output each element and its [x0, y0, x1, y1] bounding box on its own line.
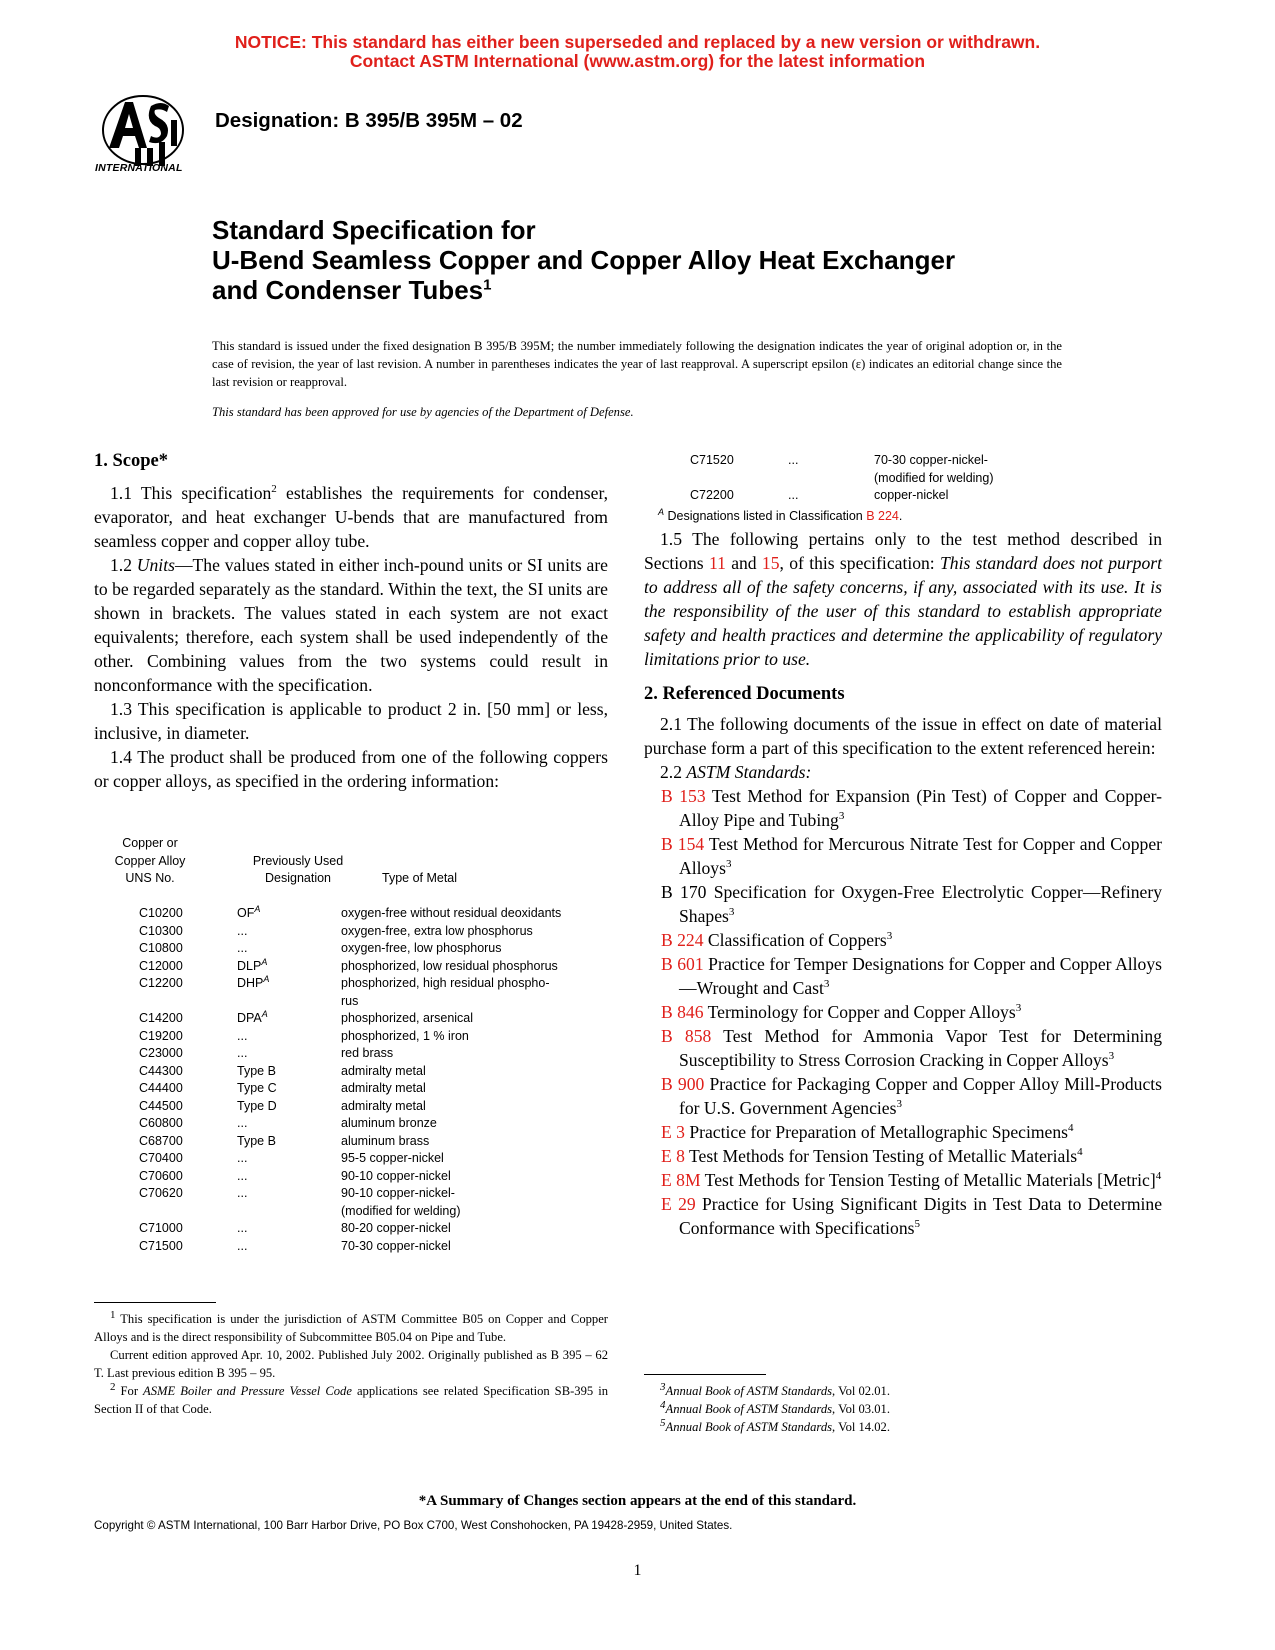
header-uns — [110, 835, 190, 888]
type-of-metal: 70-30 copper-nickel — [341, 1238, 451, 1253]
footnote-book-title: Annual Book of ASTM Standards — [665, 1384, 833, 1398]
type-of-metal: 70-30 copper-nickel- — [874, 453, 988, 467]
footnote-volume: , Vol 02.01. — [832, 1384, 890, 1398]
table-row — [139, 1185, 619, 1203]
reference-item — [644, 928, 1162, 952]
issue-note — [212, 337, 1062, 391]
footnote-sup: 3 — [660, 1380, 666, 1393]
table-row — [139, 1063, 619, 1081]
reference-code[interactable]: E 29 — [661, 1194, 696, 1214]
para-1-5-italic: This standard does not purport to address all of the safety concerns, if any, associated with its use. It is the responsibility of the user of this standard to establish appropriate safety and health practices and determine the applicability of regulatory limitations prior to use. — [644, 553, 1162, 669]
uns-number: C68700 — [139, 1133, 183, 1148]
para-1-5-b: and — [725, 553, 762, 573]
para-2-2-num: 2.2 — [660, 762, 687, 782]
uns-number: C19200 — [139, 1028, 183, 1043]
table-row — [139, 1098, 619, 1116]
para-1-2 — [94, 553, 608, 697]
type-of-metal: 95-5 copper-nickel — [341, 1151, 444, 1165]
reference-title: Practice for Using Significant Digits in Test Data to Determine Conformance with Specifications — [679, 1194, 1163, 1238]
reference-list — [644, 784, 1162, 1240]
table-row — [139, 1168, 619, 1186]
type-of-metal: aluminum brass — [341, 1133, 430, 1148]
section-11-link[interactable]: 11 — [708, 553, 726, 573]
table-row-continuation — [139, 993, 619, 1011]
right-column — [644, 527, 1162, 1240]
para-1-1-b: establishes the requirements for condenser, evaporator, and heat exchanger U-bends that are manufactured from seamless copper and copper alloy tube. — [94, 483, 608, 551]
uns-number: C10800 — [139, 941, 183, 955]
footnote-1b: Current edition approved Apr. 10, 2002. Published July 2002. Originally published as B 395 – 62 T. Last previous edition B 395 – 95. — [94, 1348, 608, 1380]
reference-title: Test Method for Ammonia Vapor Test for Determining Susceptibility to Stress Corrosion Cracking in Copper Alloys — [679, 1026, 1163, 1070]
para-2-2-italic: ASTM Standards: — [686, 762, 812, 782]
footnote-rule-left — [94, 1302, 216, 1303]
header-prev-1: Previously Used — [252, 853, 344, 868]
uns-number: C44500 — [139, 1098, 183, 1113]
uns-number: C71000 — [139, 1221, 183, 1235]
para-1-1-a: 1.1 This specification — [110, 483, 272, 503]
table-row — [690, 487, 1130, 505]
type-of-metal: 90-10 copper-nickel- — [341, 1186, 455, 1200]
scope-heading: 1. Scope* — [94, 451, 168, 471]
previous-designation: ... — [237, 941, 248, 955]
footnote-2-sup: 2 — [110, 1380, 116, 1393]
para-1-5-a: 1.5 The following pertains only to the test method described in Sections — [644, 529, 1162, 573]
type-of-metal: admiralty metal — [341, 1081, 426, 1095]
table-row-continuation — [139, 1203, 619, 1221]
designation-footnote-ref: A — [261, 1008, 268, 1019]
table-row — [139, 958, 619, 976]
reference-title: Classification of Coppers — [703, 930, 887, 950]
table-row — [139, 1238, 619, 1256]
reference-item — [644, 1144, 1162, 1168]
para-2-2 — [644, 760, 1162, 784]
footnote-1 — [94, 1310, 608, 1346]
reference-code[interactable]: B 858 — [661, 1026, 712, 1046]
reference-footnote-ref: 3 — [728, 906, 735, 919]
designation: Designation: B 395/B 395M – 02 — [215, 109, 523, 132]
page-number: 1 — [633, 1562, 642, 1579]
notice-line-1: NOTICE: This standard has either been superseded and replaced by a new version or withdrawn. — [234, 32, 1041, 52]
reference-footnote-ref: 4 — [1067, 1122, 1074, 1135]
reference-title: Practice for Preparation of Metallographic Specimens — [684, 1122, 1068, 1142]
header-type: Type of Metal — [382, 871, 458, 885]
table-row — [139, 1220, 619, 1238]
para-1-2-italic: Units — [136, 555, 175, 575]
previous-designation: $OF^A$ — [237, 903, 261, 920]
reference-title: Specification for Oxygen-Free Electrolytic Copper—Refinery Shapes — [679, 882, 1162, 926]
summary-note: *A Summary of Changes section appears at the end of this standard. — [418, 1493, 857, 1509]
reference-title: Test Method for Mercurous Nitrate Test for Copper and Copper Alloys — [679, 834, 1162, 878]
header-uns-3: UNS No. — [125, 871, 175, 885]
footnote-item — [660, 1400, 1160, 1418]
footnote-2 — [94, 1382, 608, 1418]
reference-footnote-ref: 3 — [823, 978, 830, 991]
uns-number: C14200 — [139, 1011, 183, 1025]
previous-designation: ... — [788, 488, 799, 502]
table-footnote-end: . — [898, 509, 903, 523]
reference-footnote-ref: 3 — [838, 810, 845, 823]
reference-code[interactable]: E 8 — [661, 1146, 685, 1166]
type-of-metal: copper-nickel — [874, 488, 949, 502]
reference-code[interactable]: E 8M — [661, 1170, 701, 1190]
previous-designation: ... — [237, 1186, 248, 1200]
reference-code[interactable]: B 601 — [661, 954, 704, 974]
header-prev-2: Designation — [264, 871, 331, 885]
type-of-metal: admiralty metal — [341, 1098, 426, 1113]
previous-designation: ... — [237, 1151, 248, 1165]
uns-number: C71500 — [139, 1238, 183, 1253]
footnote-volume: , Vol 14.02. — [832, 1420, 890, 1434]
type-of-metal-continued: rus — [341, 993, 359, 1008]
uns-number: C72200 — [690, 488, 734, 502]
footnote-2-a: For — [115, 1384, 144, 1398]
uns-number: C71520 — [690, 453, 734, 467]
uns-number: C23000 — [139, 1046, 183, 1060]
footnote-book-title: Annual Book of ASTM Standards — [665, 1420, 833, 1434]
type-of-metal: 80-20 copper-nickel — [341, 1221, 451, 1235]
previous-designation: ... — [237, 1046, 248, 1060]
designation-footnote-ref: A — [263, 973, 270, 984]
para-1-1 — [94, 481, 608, 553]
section-15-link[interactable]: 15 — [761, 553, 780, 573]
footnote-1-sup: 1 — [110, 1308, 116, 1321]
previous-designation: Type B — [237, 1133, 276, 1148]
type-of-metal: oxygen-free, extra low phosphorus — [341, 923, 533, 938]
para-1-2-text: —The values stated in either inch-pound units or SI units are to be regarded separately as the standard. Within the text, the SI units are shown in brackets. The values stated in each system are not exact equivalents; therefore, each system shall be used independently of the other. Combining values from the two systems could result in nonconformance with the specification. — [94, 555, 608, 695]
footnotes-right — [660, 1382, 1160, 1436]
previous-designation: ... — [237, 1238, 248, 1253]
reference-code[interactable]: B 153 — [661, 786, 706, 806]
table-footnote-text: Designations listed in Classification — [664, 509, 867, 523]
footnote-volume: , Vol 03.01. — [832, 1402, 890, 1416]
type-of-metal-continued: (modified for welding) — [341, 1203, 461, 1218]
reference-footnote-ref: 3 — [725, 858, 732, 871]
title-footnote-ref: 1 — [483, 276, 492, 294]
reference-item — [644, 880, 1162, 928]
reference-item — [644, 1072, 1162, 1120]
previous-designation: Type D — [237, 1098, 277, 1113]
reference-footnote-ref: 5 — [914, 1218, 920, 1231]
type-of-metal: phosphorized, arsenical — [341, 1011, 474, 1025]
reference-item — [644, 952, 1162, 1000]
reference-footnote-ref: 3 — [1015, 1002, 1022, 1015]
uns-number: C70620 — [139, 1186, 183, 1200]
alloy-table-body — [139, 905, 619, 1255]
para-1-4: 1.4 The product shall be produced from one of the following coppers or copper alloys, as specified in the ordering information: — [94, 747, 608, 791]
reference-title: Practice for Packaging Copper and Copper Alloy Mill-Products for U.S. Government Agencies — [679, 1074, 1163, 1118]
reference-title: Terminology for Copper and Copper Alloys — [703, 1002, 1016, 1022]
footnote-2-b: applications see related Specification SB-395 in Section II of that Code. — [94, 1384, 608, 1416]
issue-note-text: This standard is issued under the fixed designation B 395/B 395M; the number immediately following the designation indicates the year of original adoption or, in the case of revision, the year of last revision. A number in parentheses indicates the year of last reapproval. A superscript epsilon (ε) indicates an editorial change since the last revision or reapproval. — [212, 339, 1062, 389]
uns-number: C44300 — [139, 1063, 183, 1078]
designation-footnote-ref: A — [261, 956, 268, 967]
previous-designation: $DLP^A$ — [237, 956, 268, 973]
para-1-5 — [644, 527, 1162, 671]
table-row — [139, 1045, 619, 1063]
previous-designation: ... — [237, 1168, 248, 1183]
type-of-metal: admiralty metal — [341, 1063, 426, 1078]
reference-code[interactable]: E 3 — [661, 1122, 685, 1142]
reference-title: Practice for Temper Designations for Copper and Copper Alloys—Wrought and Cast — [679, 954, 1162, 998]
footnote-sup: 5 — [660, 1416, 666, 1429]
table-row — [139, 1010, 619, 1028]
previous-designation: ... — [237, 1028, 248, 1043]
type-of-metal: phosphorized, 1 % iron — [341, 1028, 469, 1043]
type-of-metal: phosphorized, high residual phospho- — [341, 976, 550, 990]
type-of-metal: red brass — [341, 1046, 394, 1060]
reference-item — [644, 832, 1162, 880]
copyright: Copyright © ASTM International, 100 Barr Harbor Drive, PO Box C700, West Conshohocken, PA 19428-2959, United States. — [94, 1519, 733, 1532]
reference-item — [644, 1192, 1162, 1240]
reference-item — [644, 1168, 1162, 1192]
reference-title: Test Method for Expansion (Pin Test) of Copper and Copper-Alloy Pipe and Tubing — [679, 786, 1162, 830]
uns-number: C10300 — [139, 923, 183, 938]
para-1-2-num: 1.2 — [110, 555, 137, 575]
title-line-1: Standard Specification for — [212, 215, 536, 245]
table-row — [690, 452, 1130, 470]
reference-code[interactable]: B 224 — [661, 930, 704, 950]
table-row — [139, 1115, 619, 1133]
footnote-item — [660, 1418, 1160, 1436]
uns-number: C44400 — [139, 1081, 183, 1095]
footnote-rule-right — [644, 1374, 766, 1375]
reference-title: Test Methods for Tension Testing of Metallic Materials [Metric] — [700, 1170, 1156, 1190]
left-column — [94, 449, 608, 793]
type-of-metal: 90-10 copper-nickel — [341, 1168, 451, 1183]
header-prev — [238, 853, 358, 888]
title-line-3 — [212, 275, 1112, 305]
previous-designation: $DPA^A$ — [237, 1008, 268, 1025]
alloy-table-body-continued — [690, 452, 1130, 505]
footnote-sup: 4 — [660, 1398, 666, 1411]
dod-note: This standard has been approved for use by agencies of the Department of Defense. — [212, 405, 634, 419]
table-row — [139, 923, 619, 941]
notice-banner — [0, 33, 1275, 71]
table-row — [139, 975, 619, 993]
reference-title: Test Methods for Tension Testing of Metallic Materials — [684, 1146, 1078, 1166]
title-line-2: U-Bend Seamless Copper and Copper Alloy Heat Exchanger — [212, 245, 956, 275]
table-row — [139, 1080, 619, 1098]
table-footnote-link[interactable]: B 224 — [866, 509, 899, 523]
para-2-1: 2.1 The following documents of the issue in effect on date of material purchase form a part of this specification to the extent referenced herein: — [644, 714, 1162, 758]
reference-item — [644, 1120, 1162, 1144]
header-uns-2: Copper Alloy — [114, 853, 186, 868]
table-row — [139, 905, 619, 923]
footnote-2-italic: ASME Boiler and Pressure Vessel Code — [143, 1384, 352, 1398]
table-footnote — [658, 506, 903, 523]
uns-number: C60800 — [139, 1116, 183, 1130]
reference-footnote-ref: 3 — [886, 930, 893, 943]
designation-footnote-ref: A — [254, 903, 261, 914]
uns-number: C70400 — [139, 1151, 183, 1165]
reference-footnote-ref: 4 — [1077, 1146, 1083, 1159]
notice-line-2: Contact ASTM International (www.astm.org) for the latest information — [349, 51, 926, 71]
footnote-ref-2: 2 — [271, 483, 277, 496]
previous-designation: Type C — [237, 1081, 277, 1095]
uns-number: C70600 — [139, 1168, 183, 1183]
footnote-1-text: This specification is under the jurisdiction of ASTM Committee B05 on Copper and Copper Alloys and is the direct responsibility of Subcommittee B05.04 on Pipe and Tube. — [94, 1312, 608, 1344]
reference-item — [644, 1024, 1162, 1072]
reference-code[interactable]: B 900 — [661, 1074, 705, 1094]
para-1-3: 1.3 This specification is applicable to product 2 in. [50 mm] or less, inclusive, in diameter. — [94, 699, 608, 743]
previous-designation: $DHP^A$ — [237, 973, 270, 990]
uns-number: C12200 — [139, 976, 183, 990]
type-of-metal-continued: (modified for welding) — [874, 470, 994, 485]
header-uns-1: Copper or — [122, 836, 178, 850]
previous-designation: ... — [237, 1116, 248, 1130]
reference-footnote-ref: 3 — [896, 1098, 902, 1111]
referenced-heading: 2. Referenced Documents — [644, 684, 845, 704]
uns-number: C12000 — [139, 958, 183, 973]
reference-item — [644, 1000, 1162, 1024]
reference-footnote-ref: 3 — [1108, 1050, 1115, 1063]
previous-designation: Type B — [237, 1063, 276, 1078]
reference-footnote-ref: 4 — [1155, 1170, 1162, 1183]
table-row — [139, 940, 619, 958]
table-row — [139, 1150, 619, 1168]
reference-code[interactable]: B 154 — [661, 834, 705, 854]
table-row-continuation — [690, 470, 1130, 488]
previous-designation: ... — [788, 453, 799, 467]
footnote-book-title: Annual Book of ASTM Standards — [665, 1402, 833, 1416]
type-of-metal: oxygen-free, low phosphorus — [341, 941, 502, 955]
table-row — [139, 1028, 619, 1046]
type-of-metal: aluminum bronze — [341, 1116, 437, 1130]
astm-international-logo — [95, 90, 195, 182]
reference-item — [644, 784, 1162, 832]
document-title — [212, 215, 1112, 305]
footnote-item — [660, 1382, 1160, 1400]
footnotes-left — [94, 1310, 608, 1418]
logo-text: INTERNATIONAL — [95, 162, 183, 174]
title-line-3-text: and Condenser Tubes — [212, 275, 484, 305]
uns-number: C10200 — [139, 906, 183, 920]
reference-code: B 170 — [661, 882, 707, 902]
type-of-metal: phosphorized, low residual phosphorus — [341, 958, 558, 973]
previous-designation: ... — [237, 923, 248, 938]
table-row — [139, 1133, 619, 1151]
table-footnote-sup: A — [658, 506, 665, 517]
para-1-5-c: , of this specification: — [779, 553, 941, 573]
previous-designation: ... — [237, 1221, 248, 1235]
reference-code[interactable]: B 846 — [661, 1002, 704, 1022]
type-of-metal: oxygen-free without residual deoxidants — [341, 906, 562, 920]
